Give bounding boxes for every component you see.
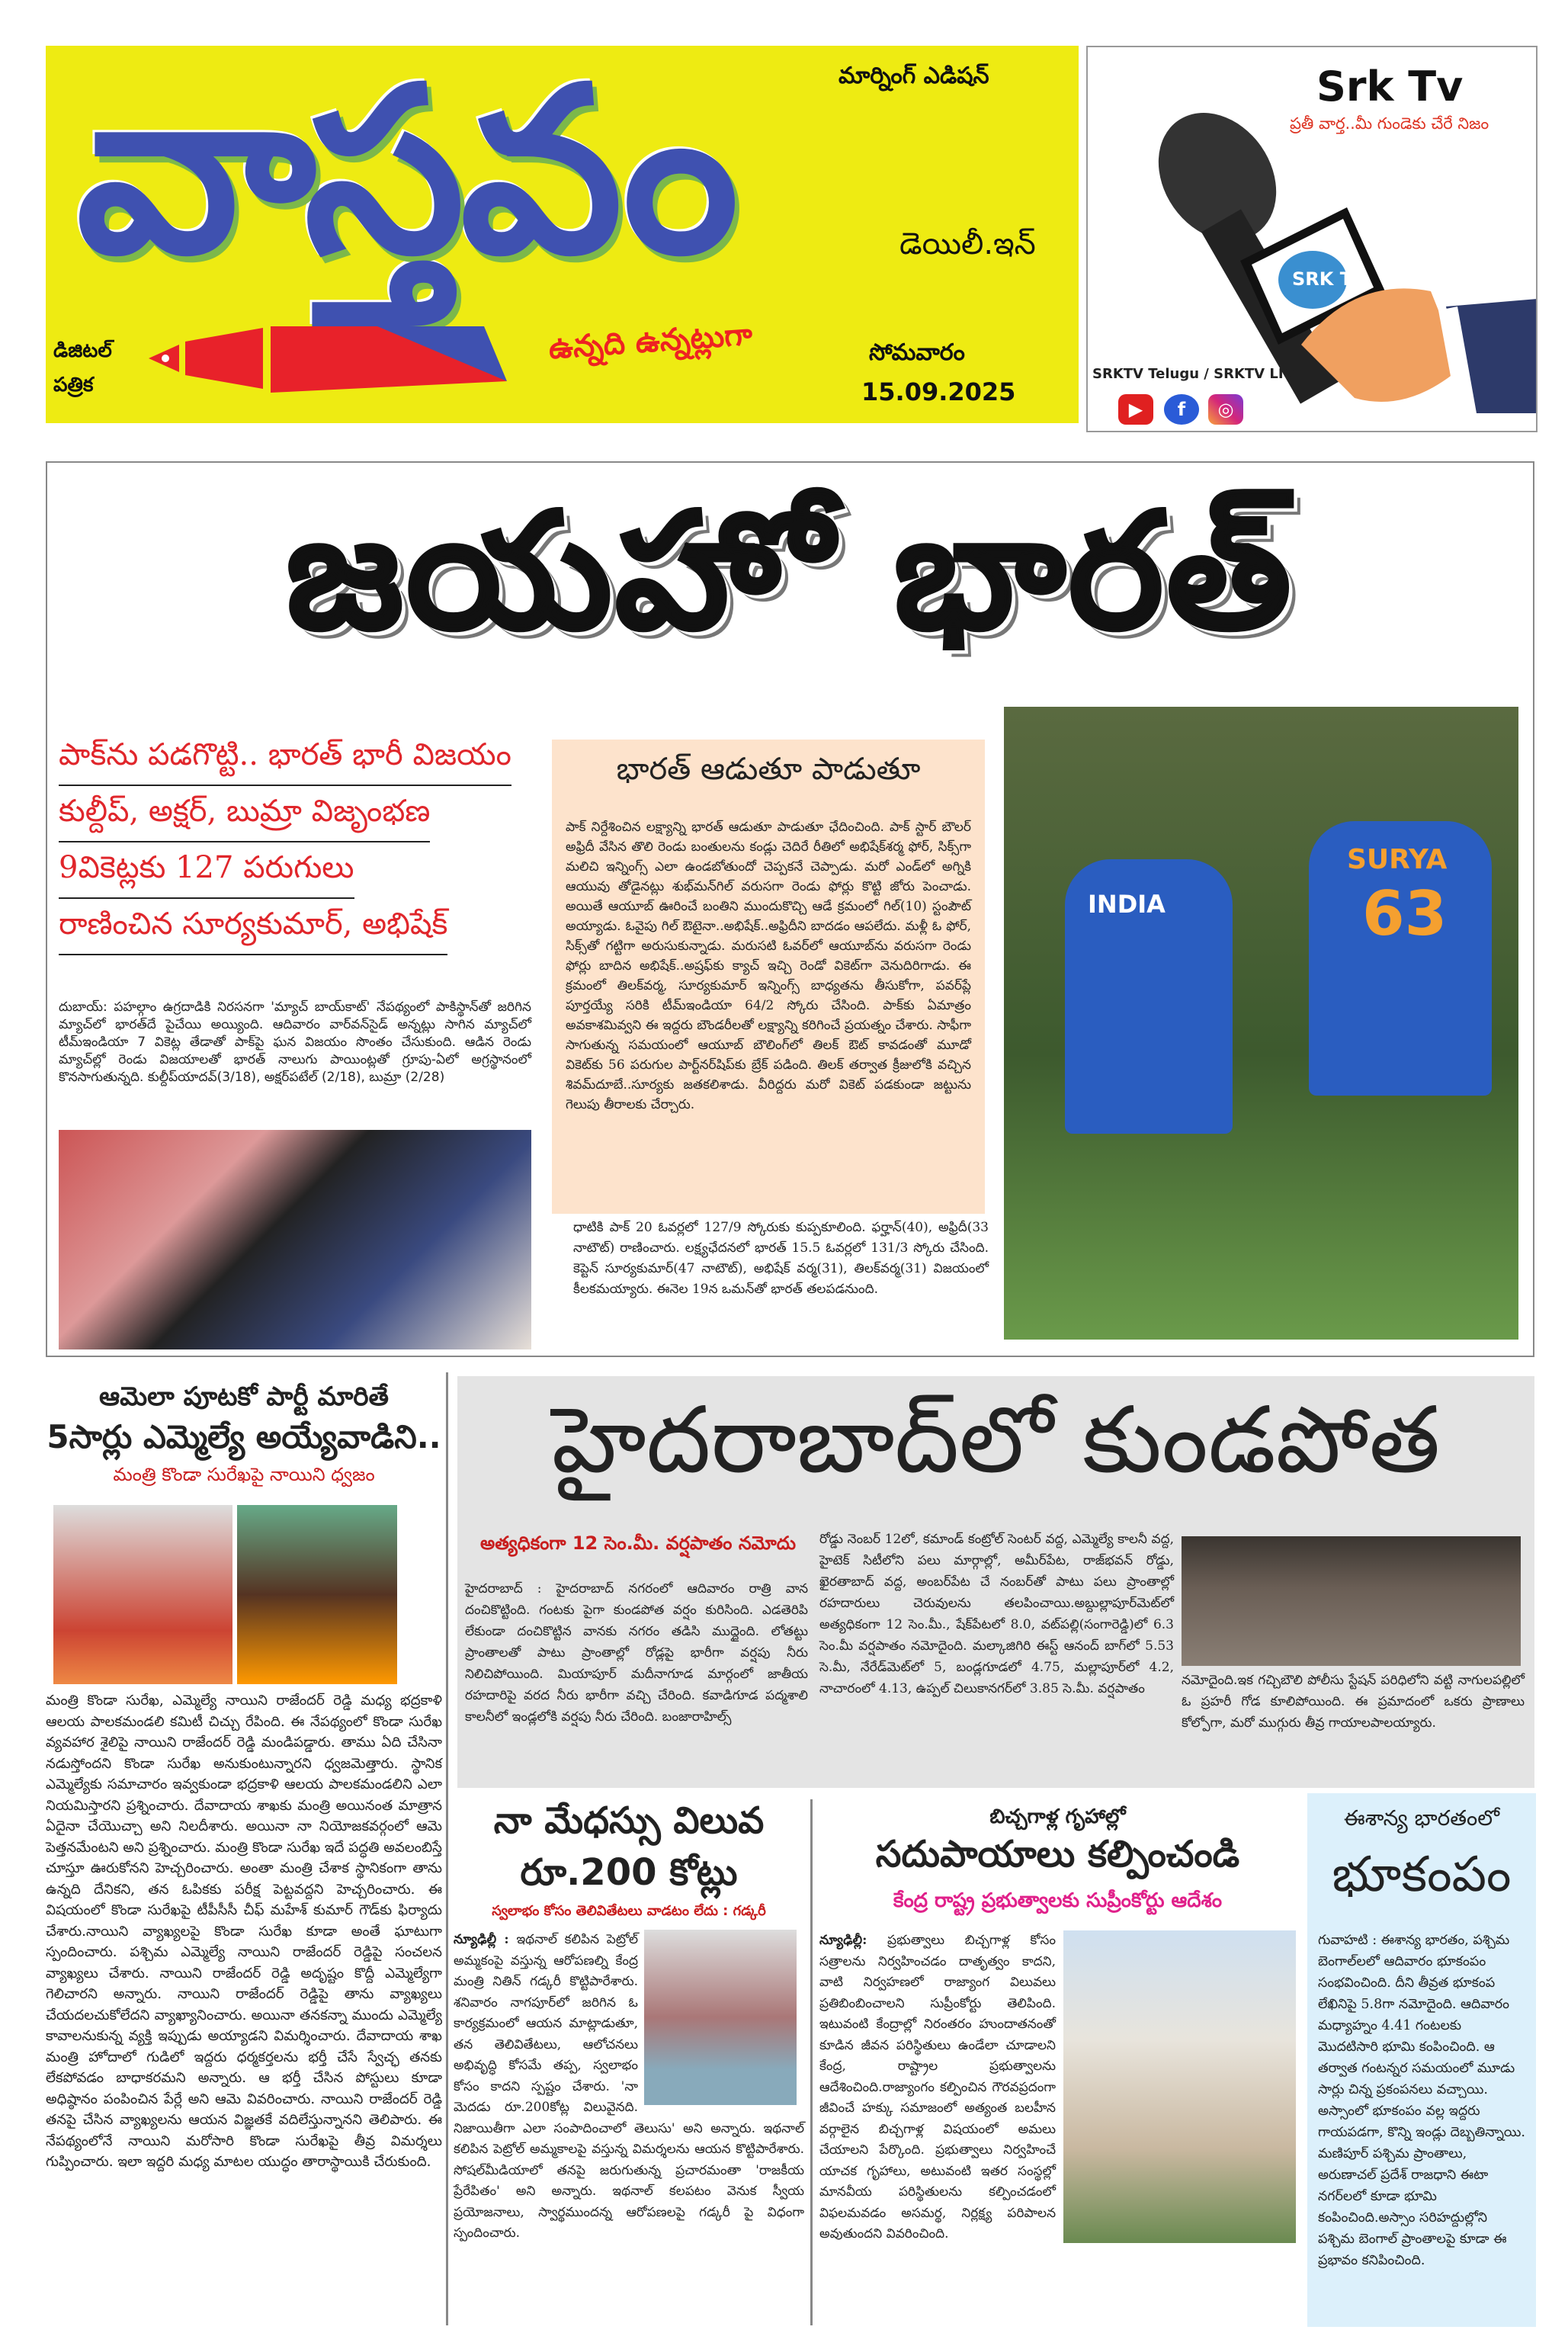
ad-title: Srk Tv — [1316, 63, 1464, 111]
lead-headline: జయహో భారత్ — [286, 478, 1294, 665]
lead-subheads — [59, 737, 535, 955]
sidebar-body: పాక్ నిర్దేశించిన లక్ష్యాన్ని భారత్ ఆడుతూ పాడుతూ ఛేదించింది. పాక్ స్టార్ బౌలర్ అఫ్రిదీ వేసిన తొలి రెండు బంతులను కండ్లు చెదిరే రీతిలో అభిషేక్‌శర్మ ఫోర్, సిక్స్‌గా మలిచి ఇన్నింగ్స్ ఎలా ఉండబోతుందో చెప్పకనే చెప్పాడు. మరో ఎండ్‌లో అగ్నికి ఆయువు తోడైనట్లు శుభ్‌మన్‌గిల్ వరుసగా రెండు ఫోర్లు కొట్టి జోరు పెంచాడు. అయితే ఆయూబ్ ఊరించే బంతిని ముందుకొచ్చి ఆడే క్రమంలో గిల్(10) స్టంపౌట్ అయ్యాడు. ఓవైపు గిల్ ఔటైనా..అభిషేక్..అఫ్రిదీని బాదడం ఆపలేదు. మళ్లీ ఓ ఫోర్, సిక్స్‌తో గట్టిగా అరుసుకున్నాడు. మరుసటి ఓవర్‌లో ఆయూబ్‌ను వరుసగా రెండు ఫోర్లు బాదిన అభిషేక్..అష్రఫ్‌కు క్యాచ్ ఇచ్చి రెండో వికెట్‌గా వెనుదిరిగాడు. ఈ క్రమంలో తిలక్‌వర్మ, సూర్యకుమార్ ఇన్నింగ్స్ బాధ్యతను తీసుకోగా, పవర్‌ప్లే పూర్తయ్యే సరికి టీమ్‌ఇండియా 64/2 స్కోరు చేసింది. పాక్‌కు ఏమాత్రం అవకాశమివ్వని ఈ ఇద్దరు బౌండరీలతో లక్ష్యాన్ని కరిగించే ప్రయత్నం చేశారు. సాఫీగా సాగుతున్న సమయంలో ఆయూబ్ బౌలింగ్‌లో తిలక్ ఔట్ కావడంతో మూడో వికెట్‌కు 56 పరుగుల పార్ట్‌నర్‌షిప్‌కు బ్రేక్ పడింది. తిలక్ తర్వాత క్రీజులోకి వచ్చిన శివమ్‌దూబే..సూర్యకు జతకలిశాడు. వీరిద్దరు మరో వికెట్ పడకుండా జట్టును గెలుపు తీరాలకు చేర్చారు. — [566, 820, 971, 1112]
digital-label: డిజిటల్ — [53, 339, 112, 362]
konda-surekha-photo — [53, 1505, 232, 1684]
story-headline: 5సార్లు ఎమ్మెల్యే అయ్యేవాడిని.. — [46, 1418, 441, 1455]
story-kicker: ఈశాన్య భారతంలో — [1343, 1805, 1500, 1831]
story-kicker: ఆమెలా పూటకో పార్టీ మారితే — [99, 1382, 389, 1412]
jersey-number: 63 — [1362, 878, 1448, 949]
column-divider — [810, 1799, 813, 2325]
story-subhead: కేంద్ర రాష్ట్ర ప్రభుత్వాలకు సుప్రీంకోర్టు ఆదేశం — [893, 1889, 1223, 1912]
gadkari-story — [454, 1799, 804, 2325]
jersey-name: SURYA — [1347, 844, 1448, 875]
story-headline: సదుపాయాలు కల్పించండి — [875, 1833, 1240, 1876]
story-subhead: అత్యధికంగా 12 సెం.మీ. వర్షపాతం నమోదు — [480, 1532, 797, 1554]
hyderabad-rain-story — [457, 1376, 1534, 1788]
story-body: గువాహటి : ఈశాన్య భారతం, పశ్చిమ బెంగాల్‌లలో ఆదివారం భూకంపం సంభవించింది. దీని తీవ్రత భూకంప లేఖినిపై 5.8గా నమోదైంది. ఆదివారం మధ్యాహ్నం 4.41 గంటలకు మొదటిసారి భూమి కంపించింది. ఆ తర్వాత గంటన్నర సమయంలో మూడు సార్లు చిన్న ప్రకంపనలు వచ్చాయి. అస్సాంలో భూకంపం వల్ల ఇద్దరు గాయపడగా, కొన్ని ఇండ్లు దెబ్బతిన్నాయి. మణిపూర్ పశ్చిమ ప్రాంతాలు, అరుణాచల్ ప్రదేశ్ రాజధాని ఈటా నగర్‌లలో కూడా భూమి కంపించింది.అస్సాం సరిహద్దుల్లోని పశ్చిమ బెంగాల్ ప్రాంతాలపై కూడా ఈ ప్రభావం కనిపించింది. — [1318, 1933, 1525, 2268]
masthead — [46, 38, 1079, 423]
story-headline: హైదరాబాద్‌లో కుండపోత — [551, 1388, 1441, 1494]
subhead-3: 9వికెట్లకు 127 పరుగులు — [59, 850, 354, 899]
column-divider — [446, 1372, 448, 2325]
subhead-4: రాణించిన సూర్యకుమార్, అభిషేక్ — [59, 907, 447, 955]
subhead-1: పాక్‌ను పడగొట్టి.. భారత్ భారీ విజయం — [59, 737, 511, 786]
youtube-icon[interactable]: ▶ — [1118, 394, 1153, 425]
dateline: న్యూఢిల్లీ: — [819, 1933, 867, 1948]
microphone-hand-image — [1156, 93, 1538, 413]
subhead-2: కుల్దీప్, అక్షర్, బుమ్రా విజృంభణ — [59, 794, 430, 842]
pen-nib-icon — [149, 320, 515, 396]
story-body: ఇథనాల్ కలిపిన పెట్రోల్ అమ్మకంపై వస్తున్న ఆరోపణల్ని కేంద్ర మంత్రి నితిన్ గడ్కరీ కొట్టిపారేశారు. శనివారం నాగపూర్‌లో జరిగిన ఓ కార్యక్రమంలో ఆయన మాట్లాడుతూ, తన తెలివితేటలు, ఆలోచనలు అభివృద్ధి కోసమే తప్ప, స్వలాభం కోసం కాదని స్పష్టం చేశారు. 'నా మెదడు రూ.200కోట్ల విలువైనది. నిజాయితీగా ఎలా సంపాదించాలో తెలుసు' అని అన్నారు. ఇథనాల్ కలిపిన పెట్రోల్ అమ్మకాలపై వస్తున్న విమర్శలను ఆయన కొట్టిపారేశారు. సోషల్‌మీడియాలో తనపై జరుగుతున్న ప్రచారమంతా 'రాజకీయ ప్రేరేపితం' అని అన్నారు. ఇథనాల్ కలపటం వెనుక స్వీయ ప్రయోజనాలు, స్వార్థముందన్న ఆరోపణలపై గడ్కరీ పై విధంగా స్పందించారు. — [454, 1932, 804, 2241]
supreme-court-photo — [1063, 1930, 1296, 2243]
naini-rajender-photo — [237, 1505, 397, 1684]
story-column-2: రోడ్డు నెంబర్ 12లో, కమాండ్ కంట్రోల్ సెంటర్ వద్ద, ఎమ్మెల్యే కాలనీ వద్ద, హైటెక్ సిటీలోని పలు మార్గాల్లో, అమీర్‌పేట, రాజ్‌భవన్ రోడ్డు, ఖైరతాబాద్ వద్ద, అంబర్‌పేట చే నంబర్‌తో పాటు పలు ప్రాంతాల్లో రహదారులు చెరువులను తలపించాయి.అబ్దుల్లాపూర్‌మెట్‌లో అత్యధికంగా 12 సెం.మీ., షేక్‌పేటలో 8.0, వట్‌పల్లి(సంగారెడ్డి)లో 6.3 సెం.మీ వర్షపాతం నమోదైంది. మల్కాజిగిరి ఈస్ట్ ఆనంద్ బాగ్‌లో 5.53 సె.మీ, నేరేడ్‌మెట్‌లో 5, బండ్లగూడలో 4.75, మల్లాపూర్‌లో 4.2, నాచారంలో 4.13, ఉప్పల్ చిలుకానగర్‌లో 3.85 సె.మీ. వర్షపాతం — [819, 1532, 1174, 1696]
edition-label: మార్నింగ్ ఎడిషన్ — [839, 63, 989, 89]
story-body: ప్రభుత్వాలు బిచ్చగాళ్ల కోసం సత్రాలను నిర్వహించడం దాతృత్వం కాదని, వాటి నిర్వహణలో రాజ్యాంగ విలువలు ప్రతిబింబించాలని సుప్రీంకోర్టు తెలిపింది. ఇటువంటి కేంద్రాల్లో నిరంతరం హుందాతనంతో కూడిన జీవన పరిస్థితులు ఉండేలా చూడాలని కేంద్ర, రాష్ట్రాల ప్రభుత్వాలను ఆదేశించింది.రాజ్యాంగం కల్పించిన గౌరవప్రదంగా జీవించే హక్కు సమాజంలో అత్యంత బలహీన వర్గాలైన బిచ్చగాళ్ల విషయంలో అమలు చేయాలని పేర్కొంది. ప్రభుత్వాలు నిర్వహించే యాచక గృహాలు, అటువంటి ఇతర సంస్థల్లో మానవీయ పరిస్థితులను కల్పించడంలో విఫలమవడం అసమర్థ, నిర్లక్ష్య పరిపాలన అవుతుందని వివరించింది. — [819, 1933, 1057, 2242]
issue-date: 15.09.2025 — [861, 377, 1016, 406]
story-subhead: స్వలాభం కోసం తెలివితేటలు వాడటం లేదు : గడ్కరీ — [492, 1903, 766, 1919]
story-body: మంత్రి కొండా సురేఖ, ఎమ్మెల్యే నాయిని రాజేందర్ రెడ్డి మధ్య భద్రకాళి ఆలయ పాలకమండలి కమిటీ చిచ్చు రేపింది. ఈ నేపథ్యంలో కొండా సురేఖ వ్యవహార శైలిపై నాయిని రాజేందర్ రెడ్డి మండిపడ్డారు. తాము ఏది చేసినా నడుస్తోందని కొండా సురేఖ అనుకుంటున్నారని ధ్వజమెత్తారు. స్థానిక ఎమ్మెల్యేకు సమాచారం ఇవ్వకుండా భద్రకాళి ఆలయ పాలకమండలిని ఎలా నియమిస్తారని ప్రశ్నించారు. దేవాదాయ శాఖకు మంత్రి అయినంత మాత్రాన ఏదైనా చేయొచ్చా అని నిలదీశారు. అయినా నా నియోజకవర్గంలో ఆమె పెత్తనమేంటని అని ప్రశ్నించారు. మంత్రి కొండా సురేఖ ఇదే పద్ధతి అవలంబిస్తే చూస్తూ ఊరుకోనని హెచ్చరించారు. అంతా మంత్రి చేశాక స్థానికంగా తాను ఉన్నది దేనికని, తన ఓపికకు పరీక్ష పెట్టవద్దని హెచ్చరించారు. ఈ విషయంలో కొండా సురేఖపై టీపీసీసీ చీఫ్ మహేశ్ కుమార్ గౌడ్‌కు ఫిర్యాదు చేశారు.నాయిని వ్యాఖ్యలపై కొండా సురేఖ కూడా అంతే ఘాటుగా స్పందించారు. పశ్చిమ ఎమ్మెల్యే నాయిని రాజేందర్ రెడ్డిపై సంచలన వ్యాఖ్యలు చేశారు. నాయిని రాజేందర్ రెడ్డి అదృష్టం కొద్దీ ఎమ్మెల్యేగా గెలిచారని అన్నారు. నాయిని రాజేందర్ రెడ్డిపై తాను వ్యాఖ్యలు చేయదలచుకోలేదని వ్యాఖ్యానించారు. అయినా తనకన్నా ముందు ఎమ్మెల్యే కావాలనుకున్న వ్యక్తి ఇప్పుడు అయ్యాడని విమర్శించారు. దేవాదాయ శాఖ మంత్రి హోదాలో గుడిలో ఇద్దరు ధర్మకర్తలను భర్తీ చేసే స్వేచ్ఛ తనకు లేకపోవడం బాధాకరమని అన్నారు. ఆ భర్తీ చేసిన పోస్టులు కూడా అధిష్ఠానం పంపించిన పేర్లే అని ఆమె వివరించారు. నాయిని రాజేందర్ రెడ్డి తనపై చేసిన వ్యాఖ్యలను ఆయన విజ్ఞతకే వదిలేస్తున్నానని తెలిపారు. ఈ నేపథ్యంలోనే నాయిని మరోసారి కొండా సురేఖపై తీవ్ర విమర్శలు గుప్పించారు. ఇలా ఇద్దరి మధ్య మాటల యుద్ధం తారాస్థాయికి చేరుకుంది. — [46, 1693, 442, 2170]
ad-tagline: ప్రతీ వార్త..మీ గుండెకు చేరే నిజం — [1290, 114, 1489, 133]
jersey-india: INDIA — [1088, 890, 1166, 919]
story-kicker: బిచ్చగాళ్ల గృహాల్లో — [989, 1805, 1126, 1828]
story-headline-2: రూ.200 కోట్లు — [520, 1851, 738, 1894]
weekday: సోమవారం — [869, 339, 965, 366]
domain-label: డెయిలీ.ఇన్ — [899, 226, 1036, 262]
lead-continuation: ధాటికి పాక్ 20 ఓవర్లలో 127/9 స్కోరుకు కుప్పకూలింది. ఫర్హాన్(40), అఫ్రిదీ(33 నాటౌట్) రాణించారు. లక్ష్యఛేదనలో భారత్ 15.5 ఓవర్లలో 131/3 స్కోరు చేసింది. కెప్టెన్ సూర్యకుమార్(47 నాటౌట్), అభిషేక్ వర్మ(31), తిలక్‌వర్మ(31) విజయంలో కీలకమయ్యారు. ఈనెల 19న ఒమన్‌తో భారత్ తలపడనుంది. — [573, 1220, 989, 1297]
lead-body: దుబాయ్: పహల్గాం ఉగ్రదాడికి నిరసనగా 'మ్యాచ్ బాయ్‌కాట్' నేపథ్యంలో పాకిస్థాన్‌తో జరిగిన మ్యాచ్‌లో భారత్‌దే పైచేయి అయ్యింది. ఆదివారం వార్‌వన్‌సైడ్ అన్నట్లు సాగిన మ్యాచ్‌లో టీమ్‌ఇండియా 7 వికెట్ల తేడాతో పాక్‌పై ఘన విజయం సొంతం చేసుకుంది. ఆడిన రెండు మ్యాచ్‌ల్లో రెండు విజయాలతో భారత్ నాలుగు పాయింట్లతో గ్రూపు-ఏలో అగ్రస్థానంలో కొనసాగుతున్నది. కుల్దీప్‌యాదవ్(3/18), అక్షర్‌పటేల్ (2/18), బుమ్రా (2/28) — [59, 1000, 531, 1085]
story-headline: భూకంపం — [1332, 1847, 1512, 1903]
dateline: న్యూఢిల్లీ : — [454, 1932, 509, 1947]
naini-surekha-story — [46, 1372, 442, 2325]
story-headline-1: నా మేధస్సు విలువ — [493, 1799, 765, 1842]
instagram-icon[interactable]: ◎ — [1208, 394, 1243, 425]
facebook-icon[interactable]: f — [1164, 394, 1199, 425]
earthquake-story — [1307, 1793, 1536, 2327]
sidebar-box — [552, 740, 985, 1214]
story-column-1: హైదరాబాద్ : హైదరాబాద్ నగరంలో ఆదివారం రాత్రి వాన దంచికొట్టింది. గంటకు పైగా కుండపోత వర్షం కురిసింది. ఎడతెరిపి లేకుండా దంచికొట్టిన వానకు నగరం తడిసి ముద్దైంది. లోతట్టు ప్రాంతాలతో పాటు ప్రాంతాల్లో రోడ్లపై భారీగా వర్షపు నీరు నిలిచిపోయింది. మియాపూర్ మదీనాగూడ మార్గంలో జాతీయ రహదారిపై వరద నీరు భారీగా వచ్చి చేరింది. కవాడిగూడ పద్మశాలి కాలనీలో ఇండ్లలోకి వర్షపు నీరు చేరింది. బంజారాహిల్స్ — [465, 1581, 808, 1725]
tagline: ఉన్నది ఉన్నట్లుగా — [547, 316, 754, 367]
newspaper-logo: వాస్తవం — [76, 38, 735, 304]
supreme-court-story — [819, 1799, 1296, 2325]
kuldeep-photo — [59, 1130, 531, 1349]
story-column-3: నమోదైంది.ఇక గచ్చిబౌలి పోలీసు స్టేషన్ పరిధిలోని వట్టి నాగులపల్లిలో ఓ ప్రహరీ గోడ కూలిపోయింది. ఈ ప్రమాదంలో ఒకరు ప్రాణాలు కోల్పోగా, మరో ముగ్గురు తీవ్ర గాయాలపాలయ్యారు. — [1182, 1673, 1525, 1731]
srk-tv-advertisement[interactable] — [1086, 46, 1538, 432]
sidebar-title: భారత్ ఆడుతూ పాడుతూ — [616, 752, 921, 787]
mic-logo: SRK TV — [1292, 268, 1367, 290]
story-subhead: మంత్రి కొండా సురేఖపై నాయిని ధ్వజం — [113, 1464, 375, 1485]
lead-story — [46, 461, 1534, 1357]
flood-photo — [1182, 1536, 1521, 1666]
patrika-label: పత్రిక — [53, 374, 94, 396]
ad-handles: SRKTV Telugu / SRKTV LIVE — [1092, 366, 1303, 382]
gadkari-photo — [644, 1930, 797, 2105]
cricket-photo — [1004, 707, 1518, 1340]
